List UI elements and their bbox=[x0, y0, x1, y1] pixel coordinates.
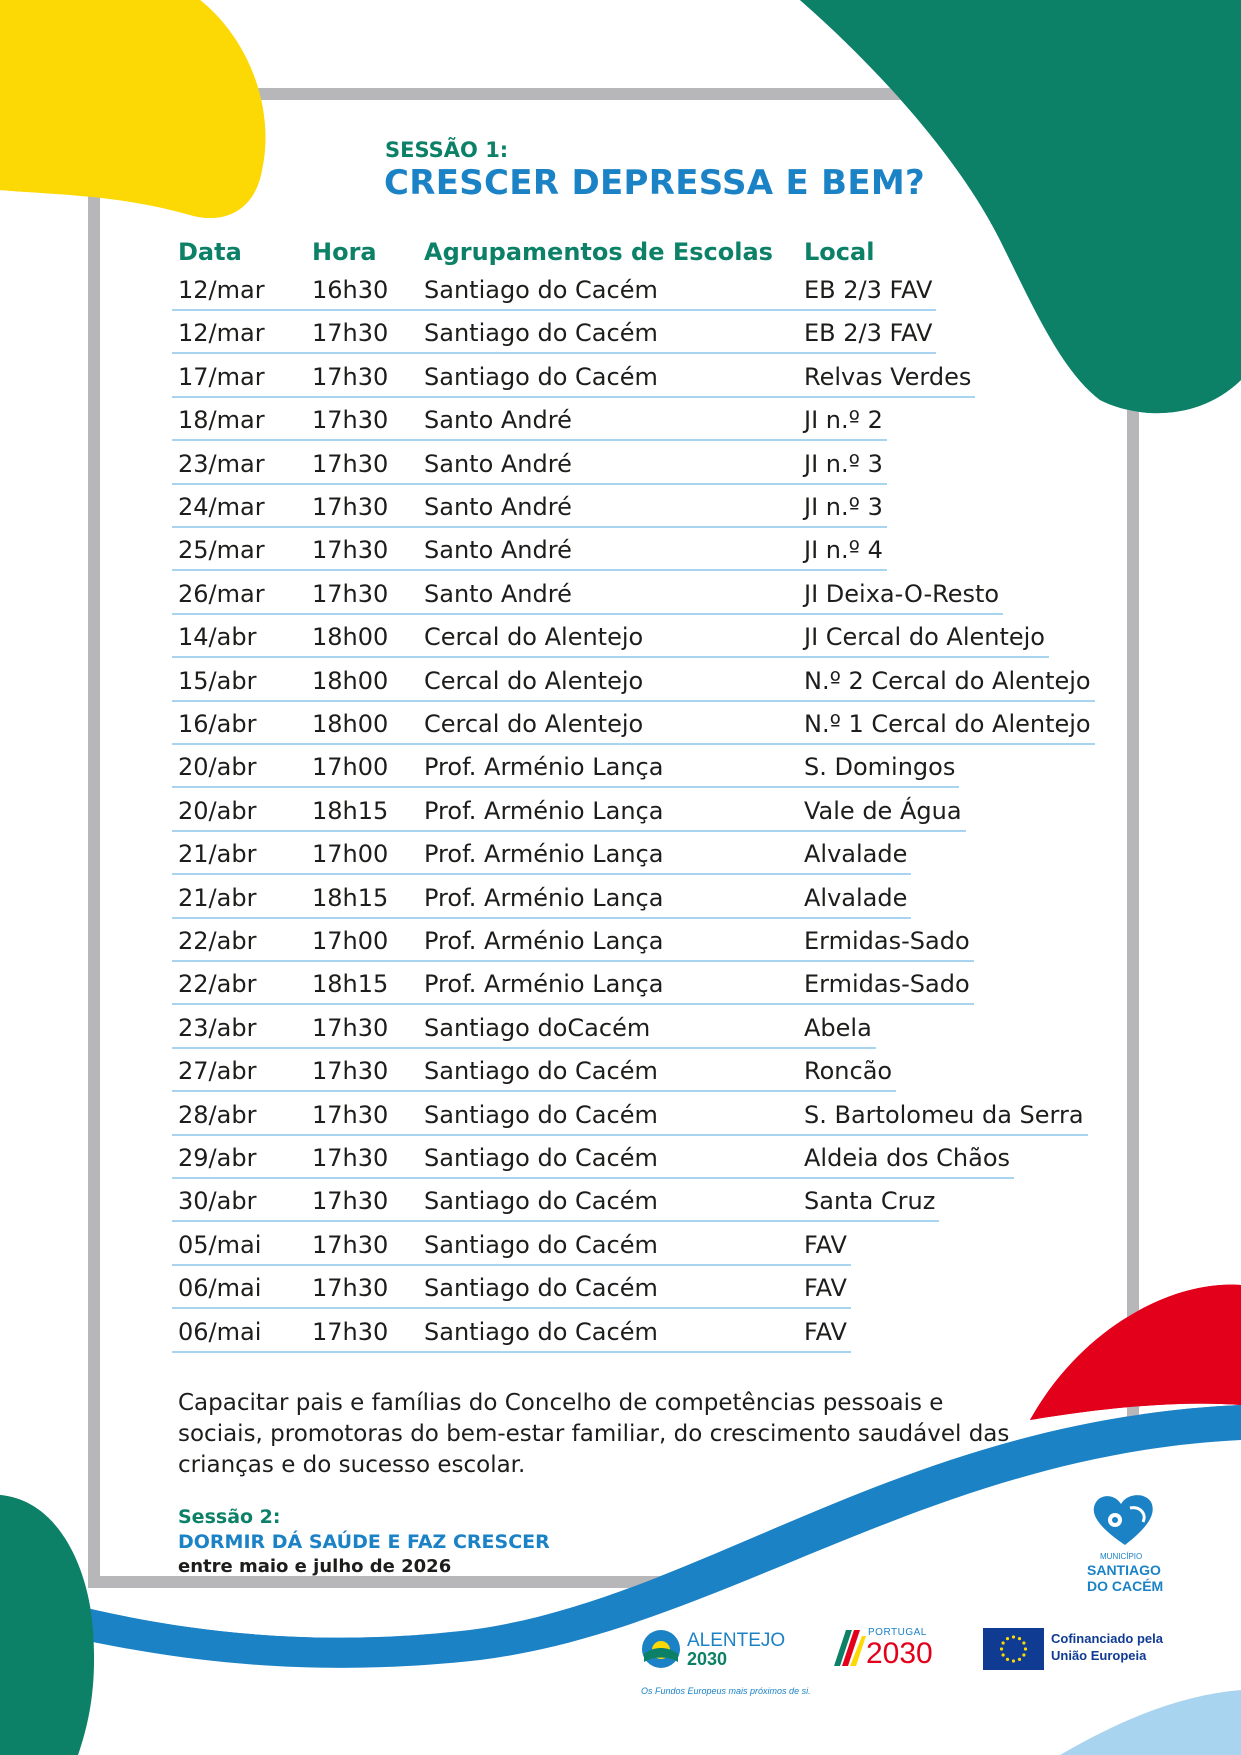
cell-group: Santiago do Cacém bbox=[424, 1144, 658, 1172]
municipio-heart-logo bbox=[1085, 1490, 1165, 1550]
cell-time: 18h15 bbox=[312, 883, 389, 912]
table-row bbox=[0, 1013, 1241, 1056]
session1-kicker: SESSÃO 1: bbox=[385, 138, 509, 162]
cell-time: 17h30 bbox=[312, 1187, 389, 1216]
table-row bbox=[0, 709, 1241, 752]
table-row bbox=[0, 752, 1241, 795]
row-divider bbox=[172, 1264, 851, 1266]
eu-star bbox=[1024, 1647, 1027, 1650]
cell-date: 29/abr bbox=[178, 1144, 257, 1172]
cell-group: Santo André bbox=[424, 406, 572, 435]
session2-title: DORMIR DÁ SAÚDE E FAZ CRESCER bbox=[178, 1531, 550, 1553]
cell-group: Cercal do Alentejo bbox=[424, 710, 644, 738]
row-divider bbox=[172, 917, 911, 919]
cell-time: 18h15 bbox=[312, 796, 389, 825]
municipio-name-2: DO CACÉM bbox=[1087, 1578, 1164, 1594]
session1-title: CRESCER DEPRESSA E BEM? bbox=[384, 163, 926, 203]
portugal-flag-icon bbox=[832, 1628, 866, 1668]
row-divider bbox=[172, 352, 936, 354]
table-row bbox=[0, 579, 1241, 622]
cell-place: JI n.º 3 bbox=[804, 493, 883, 521]
cell-date: 14/abr bbox=[178, 623, 257, 652]
cell-date: 20/abr bbox=[178, 796, 257, 825]
row-divider bbox=[172, 1003, 974, 1005]
table-row bbox=[0, 622, 1241, 665]
cell-date: 12/mar bbox=[178, 319, 265, 348]
alentejo-year: 2030 bbox=[687, 1649, 728, 1669]
cell-group: Santo André bbox=[424, 449, 572, 478]
cell-time: 17h30 bbox=[312, 1144, 389, 1172]
cell-place: Vale de Água bbox=[804, 796, 962, 825]
row-divider bbox=[172, 700, 1095, 702]
cell-group: Santiago do Cacém bbox=[424, 1100, 658, 1129]
cell-group: Prof. Arménio Lança bbox=[424, 927, 664, 955]
municipio-name-1: SANTIAGO bbox=[1087, 1562, 1161, 1578]
cell-date: 20/abr bbox=[178, 753, 257, 782]
table-row bbox=[0, 492, 1241, 535]
cell-time: 17h30 bbox=[312, 319, 389, 348]
cell-group: Santo André bbox=[424, 493, 572, 521]
cell-place: JI n.º 4 bbox=[804, 536, 883, 565]
row-divider bbox=[172, 1177, 1014, 1179]
alentejo-logo-icon bbox=[640, 1628, 682, 1670]
cell-group: Santiago do Cacém bbox=[424, 319, 658, 348]
alentejo-tagline: Os Fundos Europeus mais próximos de si. bbox=[641, 1686, 811, 1696]
portugal-word: PORTUGAL bbox=[868, 1627, 927, 1638]
table-row bbox=[0, 796, 1241, 839]
cell-time: 17h30 bbox=[312, 579, 389, 608]
cell-date: 18/mar bbox=[178, 406, 265, 435]
eu-cofinance-line2: União Europeia bbox=[1051, 1648, 1147, 1663]
table-row bbox=[0, 1230, 1241, 1273]
cell-date: 06/mai bbox=[178, 1274, 262, 1303]
row-divider bbox=[172, 1047, 876, 1049]
cell-place: N.º 1 Cercal do Alentejo bbox=[804, 710, 1091, 738]
cell-date: 17/mar bbox=[178, 362, 265, 391]
table-row bbox=[0, 1100, 1241, 1143]
table-row bbox=[0, 1273, 1241, 1316]
cell-date: 24/mar bbox=[178, 493, 265, 521]
cell-place: JI Deixa-O-Resto bbox=[804, 579, 1000, 608]
table-row bbox=[0, 926, 1241, 969]
cell-place: Ermidas-Sado bbox=[804, 927, 970, 955]
cell-group: Santo André bbox=[424, 536, 572, 565]
cell-place: FAV bbox=[804, 1230, 847, 1259]
row-divider bbox=[172, 396, 975, 398]
cell-place: Alvalade bbox=[804, 840, 908, 869]
eu-star bbox=[1006, 1658, 1009, 1661]
row-divider bbox=[172, 1134, 1088, 1136]
cell-place: JI n.º 2 bbox=[804, 406, 883, 435]
cell-date: 28/abr bbox=[178, 1100, 257, 1129]
municipio-label: MUNICÍPIO bbox=[1100, 1552, 1143, 1561]
cell-group: Santiago do Cacém bbox=[424, 362, 658, 391]
cell-time: 17h30 bbox=[312, 1230, 389, 1259]
cell-group: Prof. Arménio Lança bbox=[424, 753, 664, 782]
cell-time: 17h30 bbox=[312, 536, 389, 565]
cell-date: 05/mai bbox=[178, 1230, 262, 1259]
cell-place: EB 2/3 FAV bbox=[804, 319, 933, 348]
row-divider bbox=[172, 743, 1095, 745]
row-divider bbox=[172, 483, 887, 485]
row-divider bbox=[172, 439, 887, 441]
table-row bbox=[0, 362, 1241, 405]
cell-time: 17h30 bbox=[312, 1100, 389, 1129]
cell-date: 22/abr bbox=[178, 927, 257, 955]
cell-group: Santiago do Cacém bbox=[424, 1274, 658, 1303]
eu-star bbox=[1000, 1647, 1003, 1650]
cell-time: 17h30 bbox=[312, 449, 389, 478]
cell-date: 26/mar bbox=[178, 579, 265, 608]
row-divider bbox=[172, 656, 1049, 658]
cell-group: Cercal do Alentejo bbox=[424, 666, 644, 695]
cell-place: Ermidas-Sado bbox=[804, 970, 970, 999]
cell-date: 23/abr bbox=[178, 1013, 257, 1042]
eu-star bbox=[1022, 1641, 1025, 1644]
cell-place: FAV bbox=[804, 1317, 847, 1346]
eu-star bbox=[1022, 1653, 1025, 1656]
cell-date: 06/mai bbox=[178, 1317, 262, 1346]
eu-star bbox=[1002, 1641, 1005, 1644]
row-divider bbox=[172, 309, 936, 311]
cell-place: JI Cercal do Alentejo bbox=[804, 623, 1045, 652]
row-divider bbox=[172, 873, 911, 875]
cell-group: Santiago do Cacém bbox=[424, 1317, 658, 1346]
row-divider bbox=[172, 526, 887, 528]
table-row bbox=[0, 1056, 1241, 1099]
table-row bbox=[0, 535, 1241, 578]
cell-date: 22/abr bbox=[178, 970, 257, 999]
cell-date: 21/abr bbox=[178, 883, 257, 912]
cell-place: Aldeia dos Chãos bbox=[804, 1144, 1011, 1172]
cell-time: 17h00 bbox=[312, 927, 389, 955]
column-header-time: Hora bbox=[312, 238, 377, 266]
cell-time: 17h30 bbox=[312, 362, 389, 391]
cell-date: 30/abr bbox=[178, 1187, 257, 1216]
cell-time: 18h00 bbox=[312, 623, 389, 652]
cell-date: 12/mar bbox=[178, 276, 265, 304]
cell-place: S. Bartolomeu da Serra bbox=[804, 1100, 1084, 1129]
cell-place: Abela bbox=[804, 1013, 872, 1042]
table-row bbox=[0, 449, 1241, 492]
row-divider bbox=[172, 960, 974, 962]
cell-group: Santiago do Cacém bbox=[424, 1187, 658, 1216]
cell-time: 16h30 bbox=[312, 276, 389, 304]
description-text: Capacitar pais e famílias do Concelho de competências pessoais e sociais, promotoras do bem-estar familiar, do crescimento saudável das crianças e do sucesso escolar. bbox=[178, 1390, 1010, 1478]
cell-time: 17h30 bbox=[312, 1317, 389, 1346]
cell-time: 18h00 bbox=[312, 666, 389, 695]
cell-group: Prof. Arménio Lança bbox=[424, 796, 664, 825]
cell-time: 18h15 bbox=[312, 970, 389, 999]
cell-date: 27/abr bbox=[178, 1057, 257, 1086]
eu-star bbox=[1018, 1637, 1021, 1640]
cell-group: Santiago doCacém bbox=[424, 1013, 651, 1042]
cell-group: Prof. Arménio Lança bbox=[424, 883, 664, 912]
cell-place: N.º 2 Cercal do Alentejo bbox=[804, 666, 1091, 695]
cell-date: 25/mar bbox=[178, 536, 265, 565]
cell-time: 17h30 bbox=[312, 406, 389, 435]
cell-time: 17h30 bbox=[312, 1274, 389, 1303]
cell-place: Relvas Verdes bbox=[804, 362, 972, 391]
cell-place: S. Domingos bbox=[804, 753, 956, 782]
table-row bbox=[0, 1317, 1241, 1360]
table-row bbox=[0, 1143, 1241, 1186]
cell-time: 18h00 bbox=[312, 710, 389, 738]
cell-time: 17h30 bbox=[312, 1013, 389, 1042]
cell-group: Santiago do Cacém bbox=[424, 1057, 658, 1086]
session2-dates: entre maio e julho de 2026 bbox=[178, 1556, 452, 1577]
cell-group: Cercal do Alentejo bbox=[424, 623, 644, 652]
cell-group: Santiago do Cacém bbox=[424, 1230, 658, 1259]
cell-time: 17h30 bbox=[312, 1057, 389, 1086]
cell-group: Santiago do Cacém bbox=[424, 276, 658, 304]
table-row bbox=[0, 839, 1241, 882]
row-divider bbox=[172, 786, 959, 788]
column-header-group: Agrupamentos de Escolas bbox=[424, 238, 773, 266]
eu-flag-icon bbox=[983, 1628, 1044, 1670]
table-row bbox=[0, 1186, 1241, 1229]
cell-group: Prof. Arménio Lança bbox=[424, 970, 664, 999]
row-divider bbox=[172, 1351, 851, 1353]
row-divider bbox=[172, 1307, 851, 1309]
cell-group: Prof. Arménio Lança bbox=[424, 840, 664, 869]
table-row bbox=[0, 883, 1241, 926]
alentejo-word: ALENTEJO bbox=[687, 1630, 786, 1651]
cell-time: 17h00 bbox=[312, 840, 389, 869]
cell-date: 16/abr bbox=[178, 710, 257, 738]
eu-star bbox=[1002, 1653, 1005, 1656]
table-row bbox=[0, 405, 1241, 448]
cell-group: Santo André bbox=[424, 579, 572, 608]
cell-place: Alvalade bbox=[804, 883, 908, 912]
eu-star bbox=[1018, 1658, 1021, 1661]
cell-place: EB 2/3 FAV bbox=[804, 276, 933, 304]
eu-cofinance-line1: Cofinanciado pela bbox=[1051, 1631, 1163, 1646]
table-row bbox=[0, 666, 1241, 709]
cell-place: FAV bbox=[804, 1274, 847, 1303]
row-divider bbox=[172, 1090, 896, 1092]
eu-star bbox=[1012, 1659, 1015, 1662]
row-divider bbox=[172, 830, 966, 832]
table-row bbox=[0, 275, 1241, 318]
column-header-place: Local bbox=[804, 238, 875, 266]
session2-kicker: Sessão 2: bbox=[178, 1506, 281, 1528]
cell-place: JI n.º 3 bbox=[804, 449, 883, 478]
table-row bbox=[0, 318, 1241, 361]
cell-date: 15/abr bbox=[178, 666, 257, 695]
cell-time: 17h30 bbox=[312, 493, 389, 521]
row-divider bbox=[172, 613, 1003, 615]
row-divider bbox=[172, 1220, 939, 1222]
row-divider bbox=[172, 569, 887, 571]
table-row bbox=[0, 969, 1241, 1012]
cell-place: Santa Cruz bbox=[804, 1187, 936, 1216]
portugal-year: 2030 bbox=[866, 1637, 933, 1670]
column-header-date: Data bbox=[178, 238, 242, 266]
cell-place: Roncão bbox=[804, 1057, 893, 1086]
cell-date: 23/mar bbox=[178, 449, 265, 478]
cell-date: 21/abr bbox=[178, 840, 257, 869]
eu-star bbox=[1012, 1635, 1015, 1638]
eu-star bbox=[1006, 1637, 1009, 1640]
cell-time: 17h00 bbox=[312, 753, 389, 782]
